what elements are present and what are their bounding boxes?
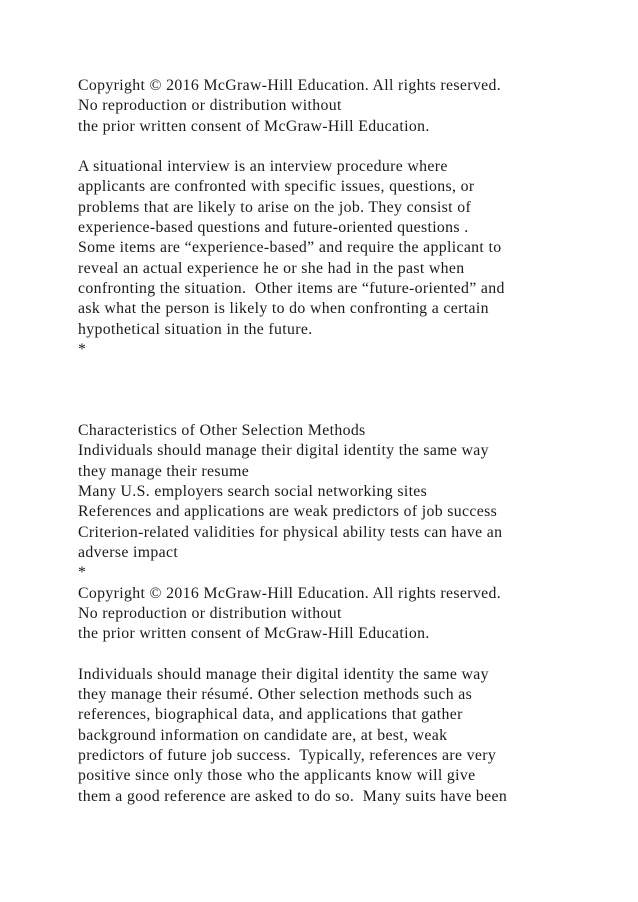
bullet-line: adverse impact [78,543,179,561]
paragraph-line: them a good reference are asked to do so. Many suits have been [78,787,508,805]
paragraph-line: applicants are confronted with specific issues, questions, or [78,178,475,196]
paragraph-line: experience-based questions and future-oriented questions . [78,219,469,237]
selection-methods-paragraph [78,665,618,807]
bullet-line: References and applications are weak predictors of job success [78,503,498,521]
blank-line [78,137,618,157]
paragraph-line: A situational interview is an interview procedure where [78,158,448,176]
copyright-notice [78,584,618,645]
copyright-line: the prior written consent of McGraw-Hill Education. [78,625,430,643]
paragraph-line: ask what the person is likely to do when confronting a certain [78,300,489,318]
copyright-notice [78,76,618,137]
bullet-line: they manage their resume [78,462,250,480]
slide-marker: * [78,340,87,358]
paragraph-line: reveal an actual experience he or she had in the past when [78,259,465,277]
copyright-line: No reproduction or distribution without [78,604,342,622]
section-heading: Characteristics of Other Selection Methods [78,422,366,440]
document-text-column [78,76,618,807]
paragraph-line: Some items are “experience-based” and require the applicant to [78,239,502,257]
situational-interview-paragraph [78,157,618,340]
bullet-line: Individuals should manage their digital identity the same way [78,442,489,460]
paragraph-line: background information on candidate are, at best, weak [78,726,448,744]
paragraph-line: problems that are likely to arise on the job. They consist of [78,198,472,216]
blank-line [78,644,618,664]
paragraph-line: Individuals should manage their digital identity the same way [78,665,489,683]
paragraph-line: positive since only those who the applicants know will give [78,767,476,785]
copyright-line: the prior written consent of McGraw-Hill Education. [78,117,430,135]
paragraph-line: they manage their résumé. Other selection methods such as [78,686,473,704]
slide-marker: * [78,564,87,582]
paragraph-line: references, biographical data, and applications that gather [78,706,463,724]
section-gap [78,360,618,421]
paragraph-line: confronting the situation. Other items are “future-oriented” and [78,279,505,297]
slide-bullets [78,441,618,563]
bullet-line: Criterion-related validities for physical ability tests can have an [78,523,503,541]
copyright-line: No reproduction or distribution without [78,97,342,115]
copyright-line: Copyright © 2016 McGraw-Hill Education. All rights reserved. [78,584,502,602]
paragraph-line: predictors of future job success. Typically, references are very [78,746,497,764]
paragraph-line: hypothetical situation in the future. [78,320,313,338]
bullet-line: Many U.S. employers search social networking sites [78,483,428,501]
copyright-line: Copyright © 2016 McGraw-Hill Education. All rights reserved. [78,77,502,94]
